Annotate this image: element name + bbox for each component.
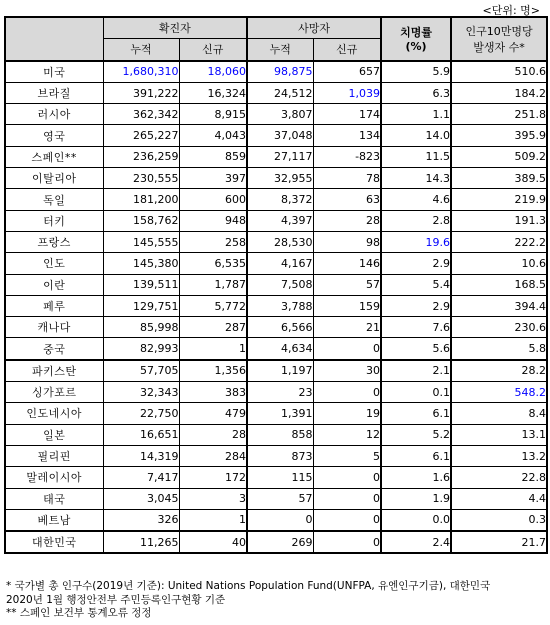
covid-stats-table xyxy=(4,16,548,554)
cell-per: 389.5 xyxy=(451,168,547,189)
header-confirmed: 확진자 xyxy=(103,17,247,39)
cell-conf: 265,227 xyxy=(103,125,179,146)
cell-death: 4,397 xyxy=(247,210,313,231)
header-confirmed-new: 신규 xyxy=(179,39,247,61)
header-per-100k-line1: 인구10만명당 xyxy=(465,24,533,38)
header-confirmed-cumulative: 누적 xyxy=(103,39,179,61)
cell-country: 일본 xyxy=(5,424,103,445)
cell-death: 7,508 xyxy=(247,274,313,295)
cell-rate: 5.9 xyxy=(381,61,451,83)
cell-death-new: 657 xyxy=(313,61,381,83)
cell-death: 3,788 xyxy=(247,295,313,316)
cell-rate: 6.3 xyxy=(381,82,451,103)
cell-conf-new: 5,772 xyxy=(179,295,247,316)
header-per-100k xyxy=(451,17,547,61)
cell-rate: 5.2 xyxy=(381,424,451,445)
cell-conf: 11,265 xyxy=(103,531,179,553)
cell-conf: 230,555 xyxy=(103,168,179,189)
cell-conf-new: 1 xyxy=(179,338,247,360)
cell-conf-new: 1,787 xyxy=(179,274,247,295)
cell-conf-new: 859 xyxy=(179,146,247,167)
cell-conf: 16,651 xyxy=(103,424,179,445)
cell-per: 13.1 xyxy=(451,424,547,445)
table-row xyxy=(5,360,547,382)
header-country-blank xyxy=(5,17,103,61)
cell-rate: 19.6 xyxy=(381,231,451,252)
cell-conf: 7,417 xyxy=(103,467,179,488)
footnote-1: * 국가별 총 인구수(2019년 기준): United Nations Population Fund(UNFPA, 유엔인구기금), 대한민국 xyxy=(6,580,491,592)
cell-country: 말레이시아 xyxy=(5,467,103,488)
table-row xyxy=(5,317,547,338)
cell-per: 4.4 xyxy=(451,488,547,509)
cell-conf: 145,380 xyxy=(103,253,179,274)
cell-per: 8.4 xyxy=(451,403,547,424)
cell-conf-new: 18,060 xyxy=(179,61,247,83)
table-row xyxy=(5,231,547,252)
cell-conf: 32,343 xyxy=(103,382,179,403)
cell-country: 필리핀 xyxy=(5,445,103,466)
header-fatality-label: 치명률 xyxy=(400,26,432,40)
table-row xyxy=(5,509,547,531)
cell-per: 548.2 xyxy=(451,382,547,403)
cell-rate: 2.9 xyxy=(381,295,451,316)
cell-death-new: 28 xyxy=(313,210,381,231)
cell-country: 태국 xyxy=(5,488,103,509)
cell-rate: 1.9 xyxy=(381,488,451,509)
cell-death-new: 1,039 xyxy=(313,82,381,103)
table-row xyxy=(5,61,547,83)
cell-rate: 1.1 xyxy=(381,104,451,125)
cell-death: 115 xyxy=(247,467,313,488)
cell-death-new: 19 xyxy=(313,403,381,424)
cell-death-new: 159 xyxy=(313,295,381,316)
cell-conf-new: 4,043 xyxy=(179,125,247,146)
cell-per: 5.8 xyxy=(451,338,547,360)
cell-conf-new: 1 xyxy=(179,509,247,531)
cell-per: 510.6 xyxy=(451,61,547,83)
table-row xyxy=(5,531,547,553)
cell-country: 캐나다 xyxy=(5,317,103,338)
cell-conf-new: 479 xyxy=(179,403,247,424)
cell-per: 10.6 xyxy=(451,253,547,274)
cell-death: 8,372 xyxy=(247,189,313,210)
cell-rate: 0.0 xyxy=(381,509,451,531)
cell-death-new: 21 xyxy=(313,317,381,338)
cell-conf: 57,705 xyxy=(103,360,179,382)
cell-rate: 2.4 xyxy=(381,531,451,553)
cell-per: 22.8 xyxy=(451,467,547,488)
cell-death: 4,167 xyxy=(247,253,313,274)
cell-conf-new: 172 xyxy=(179,467,247,488)
table-row xyxy=(5,82,547,103)
cell-country: 인도네시아 xyxy=(5,403,103,424)
cell-conf-new: 948 xyxy=(179,210,247,231)
cell-per: 21.7 xyxy=(451,531,547,553)
cell-conf: 158,762 xyxy=(103,210,179,231)
cell-death-new: 0 xyxy=(313,338,381,360)
cell-country: 싱가포르 xyxy=(5,382,103,403)
cell-conf-new: 284 xyxy=(179,445,247,466)
cell-per: 230.6 xyxy=(451,317,547,338)
cell-conf: 139,511 xyxy=(103,274,179,295)
cell-death-new: 78 xyxy=(313,168,381,189)
cell-conf-new: 1,356 xyxy=(179,360,247,382)
cell-per: 394.4 xyxy=(451,295,547,316)
cell-rate: 14.0 xyxy=(381,125,451,146)
cell-death: 57 xyxy=(247,488,313,509)
cell-per: 222.2 xyxy=(451,231,547,252)
cell-rate: 5.6 xyxy=(381,338,451,360)
cell-conf: 145,555 xyxy=(103,231,179,252)
cell-conf-new: 258 xyxy=(179,231,247,252)
cell-conf-new: 397 xyxy=(179,168,247,189)
cell-conf: 181,200 xyxy=(103,189,179,210)
cell-conf: 85,998 xyxy=(103,317,179,338)
cell-conf: 3,045 xyxy=(103,488,179,509)
cell-per: 0.3 xyxy=(451,509,547,531)
cell-per: 13.2 xyxy=(451,445,547,466)
table-row xyxy=(5,338,547,360)
cell-death-new: 57 xyxy=(313,274,381,295)
cell-death-new: -823 xyxy=(313,146,381,167)
header-deaths-new: 신규 xyxy=(313,39,381,61)
cell-death-new: 12 xyxy=(313,424,381,445)
cell-death: 6,566 xyxy=(247,317,313,338)
cell-rate: 2.8 xyxy=(381,210,451,231)
table-row xyxy=(5,403,547,424)
cell-death: 24,512 xyxy=(247,82,313,103)
header-fatality-unit: (%) xyxy=(405,40,427,54)
cell-death: 4,634 xyxy=(247,338,313,360)
cell-per: 395.9 xyxy=(451,125,547,146)
cell-conf-new: 600 xyxy=(179,189,247,210)
cell-rate: 7.6 xyxy=(381,317,451,338)
cell-death-new: 0 xyxy=(313,509,381,531)
footnote-1-cont: 2020년 1월 행정안전부 주민등록인구현황 기준 xyxy=(6,593,226,606)
cell-death: 1,197 xyxy=(247,360,313,382)
cell-conf: 236,259 xyxy=(103,146,179,167)
unit-label: <단위: 명> xyxy=(482,4,540,17)
cell-death: 1,391 xyxy=(247,403,313,424)
cell-country: 프랑스 xyxy=(5,231,103,252)
cell-rate: 14.3 xyxy=(381,168,451,189)
cell-country: 이탈리아 xyxy=(5,168,103,189)
cell-country: 미국 xyxy=(5,61,103,83)
cell-country: 영국 xyxy=(5,125,103,146)
cell-death: 0 xyxy=(247,509,313,531)
cell-conf: 391,222 xyxy=(103,82,179,103)
table-row xyxy=(5,424,547,445)
cell-death: 269 xyxy=(247,531,313,553)
cell-conf-new: 3 xyxy=(179,488,247,509)
cell-rate: 4.6 xyxy=(381,189,451,210)
table-row xyxy=(5,488,547,509)
cell-country: 스페인** xyxy=(5,146,103,167)
cell-death-new: 0 xyxy=(313,531,381,553)
cell-conf: 1,680,310 xyxy=(103,61,179,83)
cell-conf: 22,750 xyxy=(103,403,179,424)
cell-conf-new: 40 xyxy=(179,531,247,553)
cell-country: 인도 xyxy=(5,253,103,274)
cell-country: 이란 xyxy=(5,274,103,295)
cell-conf: 362,342 xyxy=(103,104,179,125)
cell-death-new: 0 xyxy=(313,382,381,403)
cell-death: 23 xyxy=(247,382,313,403)
cell-rate: 0.1 xyxy=(381,382,451,403)
table-row xyxy=(5,189,547,210)
cell-rate: 11.5 xyxy=(381,146,451,167)
cell-death: 98,875 xyxy=(247,61,313,83)
table-body xyxy=(5,61,547,554)
footnotes xyxy=(6,580,546,621)
cell-death-new: 146 xyxy=(313,253,381,274)
table-row xyxy=(5,168,547,189)
cell-death: 3,807 xyxy=(247,104,313,125)
cell-conf: 129,751 xyxy=(103,295,179,316)
cell-conf-new: 16,324 xyxy=(179,82,247,103)
cell-country: 베트남 xyxy=(5,509,103,531)
cell-per: 184.2 xyxy=(451,82,547,103)
cell-per: 509.2 xyxy=(451,146,547,167)
cell-rate: 5.4 xyxy=(381,274,451,295)
cell-country: 러시아 xyxy=(5,104,103,125)
cell-death-new: 0 xyxy=(313,488,381,509)
cell-per: 168.5 xyxy=(451,274,547,295)
cell-death-new: 30 xyxy=(313,360,381,382)
table-row xyxy=(5,445,547,466)
cell-conf: 82,993 xyxy=(103,338,179,360)
cell-country: 터키 xyxy=(5,210,103,231)
cell-death-new: 98 xyxy=(313,231,381,252)
cell-death-new: 134 xyxy=(313,125,381,146)
cell-death-new: 174 xyxy=(313,104,381,125)
header-per-100k-line2: 발생자 수* xyxy=(473,40,525,54)
header-fatality xyxy=(381,17,451,61)
cell-conf-new: 8,915 xyxy=(179,104,247,125)
table-row xyxy=(5,467,547,488)
cell-rate: 1.6 xyxy=(381,467,451,488)
cell-death: 37,048 xyxy=(247,125,313,146)
table-row xyxy=(5,210,547,231)
cell-conf-new: 287 xyxy=(179,317,247,338)
table-row xyxy=(5,104,547,125)
cell-per: 219.9 xyxy=(451,189,547,210)
cell-country: 파키스탄 xyxy=(5,360,103,382)
cell-death-new: 0 xyxy=(313,467,381,488)
cell-death-new: 63 xyxy=(313,189,381,210)
table-row xyxy=(5,382,547,403)
cell-death: 28,530 xyxy=(247,231,313,252)
header-deaths-cumulative: 누적 xyxy=(247,39,313,61)
table-row xyxy=(5,295,547,316)
cell-conf: 326 xyxy=(103,509,179,531)
cell-conf-new: 28 xyxy=(179,424,247,445)
table-row xyxy=(5,274,547,295)
table-row xyxy=(5,125,547,146)
cell-death: 873 xyxy=(247,445,313,466)
cell-death: 32,955 xyxy=(247,168,313,189)
header-deaths: 사망자 xyxy=(247,17,381,39)
cell-death-new: 5 xyxy=(313,445,381,466)
cell-country: 브라질 xyxy=(5,82,103,103)
cell-per: 28.2 xyxy=(451,360,547,382)
cell-death: 27,117 xyxy=(247,146,313,167)
cell-country: 독일 xyxy=(5,189,103,210)
cell-country: 페루 xyxy=(5,295,103,316)
footnote-2: ** 스페인 보건부 통계오류 정정 xyxy=(6,607,152,619)
table-row xyxy=(5,146,547,167)
cell-per: 251.8 xyxy=(451,104,547,125)
cell-death: 858 xyxy=(247,424,313,445)
cell-rate: 2.1 xyxy=(381,360,451,382)
cell-rate: 6.1 xyxy=(381,403,451,424)
table-row xyxy=(5,253,547,274)
cell-conf-new: 383 xyxy=(179,382,247,403)
cell-conf: 14,319 xyxy=(103,445,179,466)
cell-country: 대한민국 xyxy=(5,531,103,553)
cell-rate: 6.1 xyxy=(381,445,451,466)
cell-country: 중국 xyxy=(5,338,103,360)
cell-conf-new: 6,535 xyxy=(179,253,247,274)
cell-per: 191.3 xyxy=(451,210,547,231)
cell-rate: 2.9 xyxy=(381,253,451,274)
